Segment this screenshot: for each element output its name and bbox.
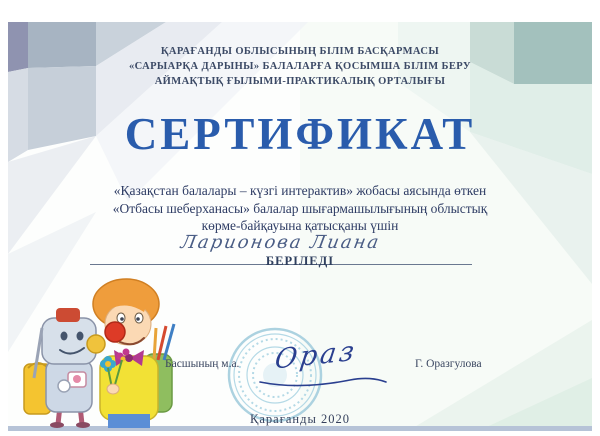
award-description — [8, 182, 592, 235]
description-line-1: «Қазақстан балалары – күзгі интерактив» жобасы аясында өткен — [113, 183, 487, 198]
description-line-2: «Отбасы шеберханасы» балалар шығармашылығының облыстық — [112, 200, 488, 216]
certificate-scan — [8, 22, 592, 431]
handwritten-signature: Ораз — [272, 335, 360, 376]
header-line-3: АЙМАҚТЫҚ ҒЫЛЫМИ-ПРАКТИКАЛЫҚ ОРТАЛЫҒЫ — [154, 76, 446, 87]
position-label: Басшының м.а. — [165, 358, 240, 370]
city-year: Қарағанды 2020 — [250, 412, 350, 426]
description-line-3: көрме-байқауына қатысқаны үшін — [201, 218, 399, 233]
signer-name: Г. Оразгулова — [415, 358, 482, 370]
recipient-handwritten-name: Ларионова Лиана — [179, 232, 383, 253]
issued-label: БЕРІЛЕДІ — [265, 254, 335, 268]
certificate-title: СЕРТИФИКАТ — [124, 109, 476, 159]
robot-and-child-illustration — [8, 268, 194, 428]
issuing-organization — [8, 44, 592, 89]
child-illustration — [93, 279, 174, 428]
header-line-2: «САРЫАРҚА ДАРЫНЫ» БАЛАЛАРҒА ҚОСЫМША БІЛІМ БЕРУ — [129, 61, 471, 72]
header-line-1: ҚАРАҒАНДЫ ОБЛЫСЫНЫҢ БІЛІМ БАСҚАРМАСЫ — [160, 46, 440, 57]
robot-illustration — [24, 308, 105, 428]
signature-flourish — [258, 374, 388, 388]
